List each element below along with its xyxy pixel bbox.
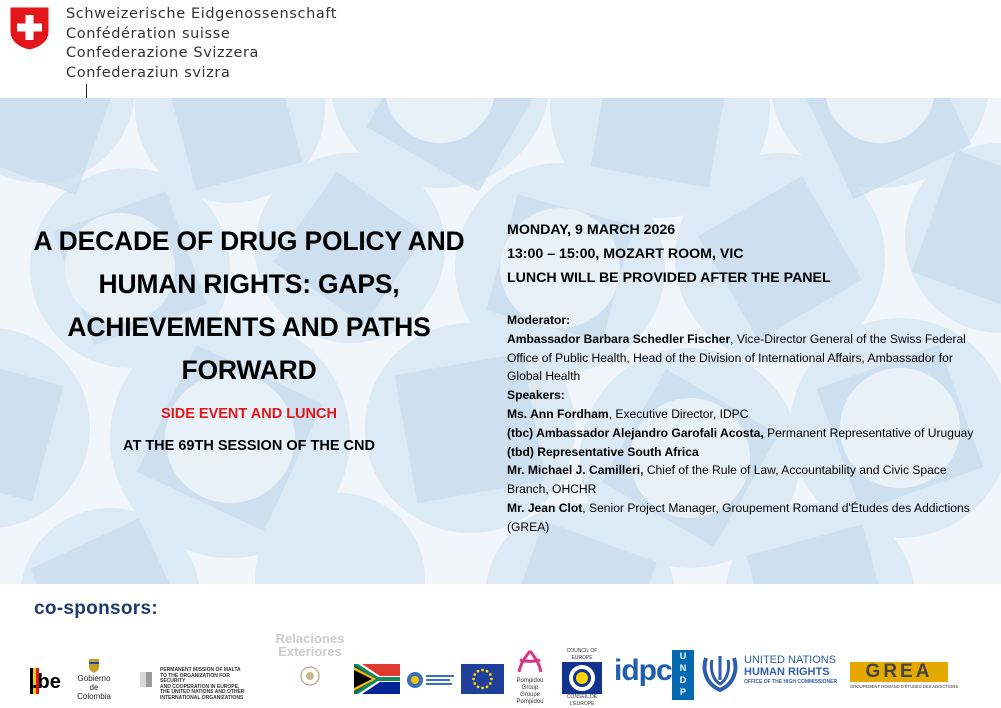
- speaker-role: Permanent Representative of Uruguay: [763, 425, 974, 440]
- speaker-role: Chief of the Rule of Law, Accountability and Civic Space Branch, OHCHR: [507, 463, 947, 497]
- coe-bottom-text: CONSEIL DE L'EUROPE: [566, 694, 598, 707]
- un-laurel-icon: [700, 650, 740, 694]
- colombia-logo-line-2: Colombia: [77, 692, 111, 701]
- belgium-logo: [30, 668, 62, 694]
- undp-letter: U: [679, 651, 687, 661]
- uruguay-emblem-icon: [406, 670, 456, 690]
- colombia-logo: [72, 658, 116, 701]
- malta-logo-line-3: AND COOPERATION IN EUROPE,: [160, 683, 240, 690]
- malta-crest-icon: [138, 670, 154, 690]
- un-hr-line-2: HUMAN RIGHTS: [744, 666, 830, 678]
- text-cursor: [86, 84, 87, 99]
- cosponsors-label: co-sponsors:: [34, 598, 158, 619]
- speaker-role: , Executive Director, IDPC: [608, 406, 749, 421]
- pompidou-line-1: Pompidou Group: [516, 678, 544, 691]
- cosponsor-logos: [0, 631, 1001, 707]
- eu-flag-icon: [461, 664, 504, 694]
- council-of-europe-logo: [556, 648, 608, 707]
- pompidou-line-2: Groupe Pompidou: [516, 692, 544, 705]
- grea-logo-text: GREA: [865, 661, 933, 682]
- event-title-line-1: A DECADE OF DRUG POLICY AND: [33, 226, 465, 256]
- header: [0, 0, 1001, 98]
- undp-letter: P: [679, 687, 686, 697]
- side-event-subtitle: SIDE EVENT AND LUNCH: [161, 406, 337, 422]
- event-title-line-3: ACHIEVEMENTS AND PATHS: [67, 312, 431, 342]
- event-title-line-4: FORWARD: [181, 355, 317, 385]
- malta-logo-line-1: PERMANENT MISSION OF MALTA: [160, 667, 241, 673]
- malta-mission-logo: [138, 666, 248, 701]
- event-details: [507, 218, 987, 290]
- relaciones-line-1: Relaciones: [275, 631, 345, 646]
- speaker-name: Mr. Michael J. Camilleri,: [507, 463, 644, 478]
- colombia-crest-icon: [87, 658, 101, 674]
- session-subtitle: AT THE 69TH SESSION OF THE CND: [123, 438, 375, 454]
- event-title: [10, 220, 488, 392]
- speaker-name: (tbd) Representative South Africa: [507, 444, 699, 459]
- speaker-name: Mr. Jean Clot: [507, 500, 583, 515]
- coe-emblem-icon: [562, 662, 602, 694]
- speaker-entry: [507, 461, 977, 499]
- idpc-logo: [614, 654, 672, 694]
- undp-letter: N: [679, 663, 687, 673]
- un-human-rights-logo: [700, 648, 846, 700]
- south-africa-flag-icon: [354, 664, 400, 694]
- relaciones-line-2: Exteriores: [278, 644, 342, 659]
- event-date: MONDAY, 9 MARCH 2026: [507, 222, 676, 238]
- confederation-names: [66, 5, 337, 83]
- grea-logo: [850, 661, 959, 698]
- swiss-cross-icon: [9, 6, 50, 51]
- speaker-entry: [507, 499, 977, 537]
- confederation-line-it: Confederazione Svizzera: [66, 45, 260, 61]
- mexico-seal-icon: [300, 666, 320, 686]
- moderator-heading: Moderator:: [507, 313, 571, 327]
- undp-letter: D: [679, 675, 687, 685]
- speaker-name: (tbc) Ambassador Alejandro Garofali Acosta,: [507, 425, 764, 440]
- moderator-name: Ambassador Barbara Schedler Fischer: [507, 331, 731, 346]
- malta-logo-line-2: TO THE ORGANIZATION FOR SECURITY: [160, 672, 230, 684]
- belgium-logo-text: .be: [32, 671, 61, 693]
- event-banner: [0, 98, 1001, 584]
- coe-top-text: COUNCIL OF EUROPE: [566, 648, 598, 661]
- confederation-line-de: Schweizerische Eidgenossenschaft: [66, 6, 338, 22]
- speaker-role: , Senior Project Manager, Groupement Romand d'Études des Addictions (GREA): [507, 500, 970, 534]
- pompidou-group-logo: [508, 648, 552, 705]
- confederation-line-rm: Confederaziun svizra: [66, 64, 231, 81]
- event-title-line-2: HUMAN RIGHTS: GAPS,: [98, 269, 400, 299]
- grea-subtitle: GROUPEMENT ROMAND D'ÉTUDES DES ADDICTIONS: [850, 684, 959, 689]
- speaker-entry: [507, 405, 977, 424]
- speaker-entry: [507, 424, 977, 443]
- confederation-line-fr: Confédération suisse: [66, 25, 231, 42]
- undp-logo: [672, 650, 694, 700]
- malta-logo-line-4: THE UNITED NATIONS AND OTHER: [160, 689, 245, 695]
- malta-logo-line-5: INTERNATIONAL ORGANIZATIONS: [160, 694, 244, 701]
- event-title-block: [10, 220, 488, 454]
- speaker-entry: [507, 443, 977, 462]
- un-hr-line-3: OFFICE OF THE HIGH COMMISSIONER: [744, 679, 838, 685]
- moderator-role: , Vice-Director General of the Swiss Federal Office of Public Health, Head of the Division of International Affairs, Ambassador for Global Health: [507, 331, 966, 384]
- panel-list: [507, 311, 977, 537]
- speakers-heading: Speakers:: [507, 388, 565, 403]
- pompidou-figure-icon: [515, 648, 545, 678]
- idpc-logo-text: idpc: [614, 654, 672, 687]
- un-hr-line-1: UNITED NATIONS: [744, 654, 837, 666]
- speaker-name: Ms. Ann Fordham: [507, 406, 609, 421]
- event-lunch-note: LUNCH WILL BE PROVIDED AFTER THE PANEL: [507, 270, 831, 286]
- relaciones-exteriores-logo: [272, 632, 348, 692]
- colombia-logo-line-1: Gobierno de: [77, 674, 111, 692]
- event-time-place: 13:00 – 15:00, MOZART ROOM, VIC: [507, 246, 744, 262]
- moderator-entry: [507, 330, 977, 386]
